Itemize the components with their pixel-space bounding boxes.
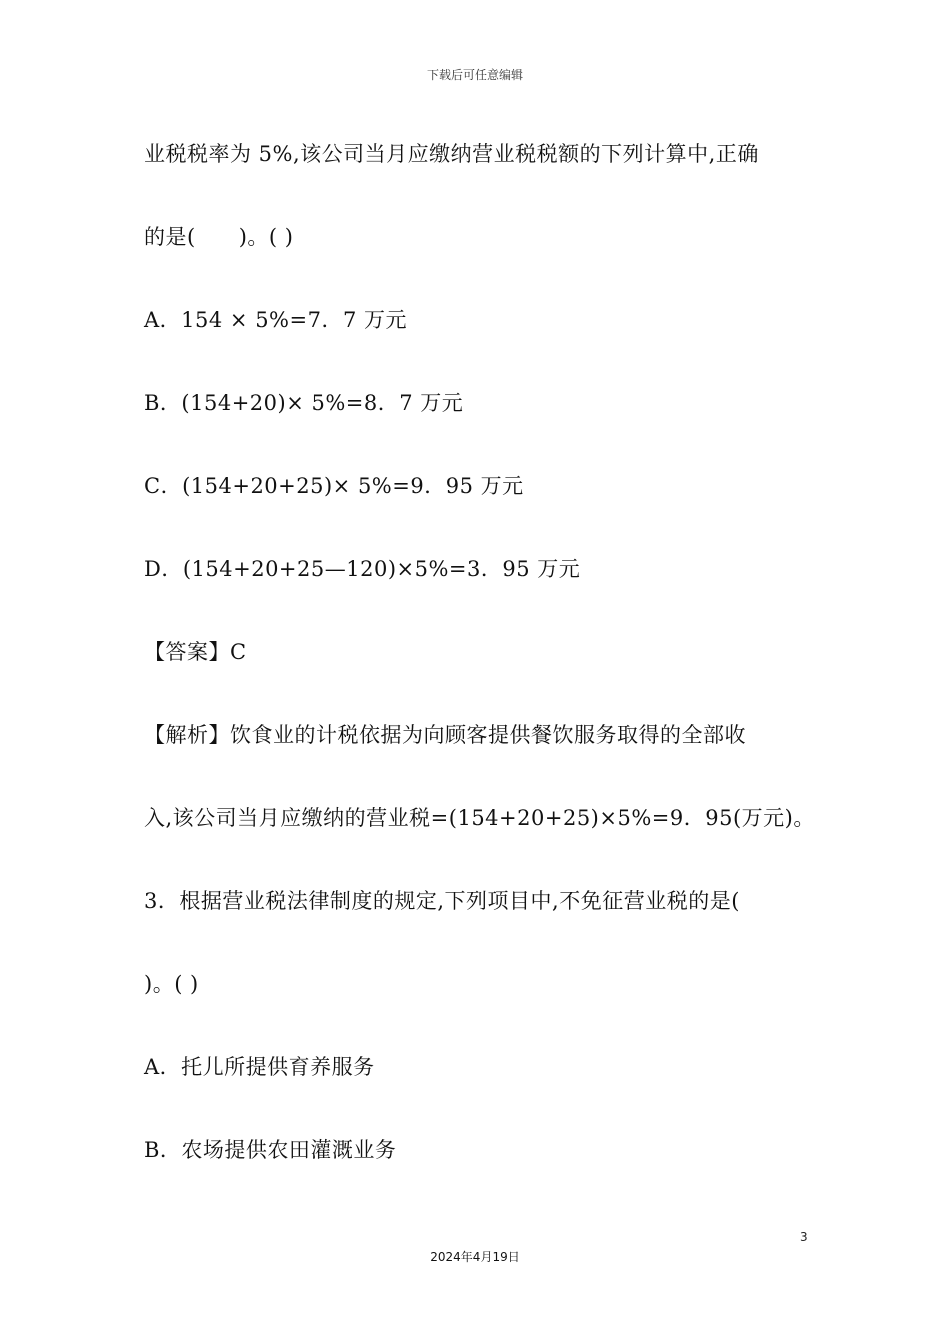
analysis-line-2: 入,该公司当月应缴纳的营业税=(154+20+25)×5%=9．95(万元)。 (144, 806, 815, 830)
q3-option-b: B．农场提供农田灌溉业务 (144, 1138, 397, 1162)
question-3-line-2: )。( ) (144, 972, 199, 996)
analysis-line-1: 【解析】饮食业的计税依据为向顾客提供餐饮服务取得的全部收 (144, 723, 746, 747)
option-a: A．154 × 5%=7．7 万元 (144, 308, 408, 332)
option-d: D．(154+20+25—120)×5%=3．95 万元 (144, 557, 581, 581)
answer: 【答案】C (144, 640, 247, 664)
page-number: 3 (800, 1230, 808, 1244)
option-b: B．(154+20)× 5%=8．7 万元 (144, 391, 464, 415)
option-c: C．(154+20+25)× 5%=9．95 万元 (144, 474, 524, 498)
question-3-line-1: 3．根据营业税法律制度的规定,下列项目中,不免征营业税的是( (144, 889, 740, 913)
question-text-line-2: 的是( )。( ) (144, 225, 294, 249)
page-header: 下载后可任意编辑 (426, 68, 523, 82)
q3-option-a: A．托儿所提供育养服务 (144, 1055, 375, 1079)
footer-date: 2024年4月19日 (430, 1250, 520, 1264)
question-text-line-1: 业税税率为 5%,该公司当月应缴纳营业税税额的下列计算中,正确 (144, 142, 759, 166)
